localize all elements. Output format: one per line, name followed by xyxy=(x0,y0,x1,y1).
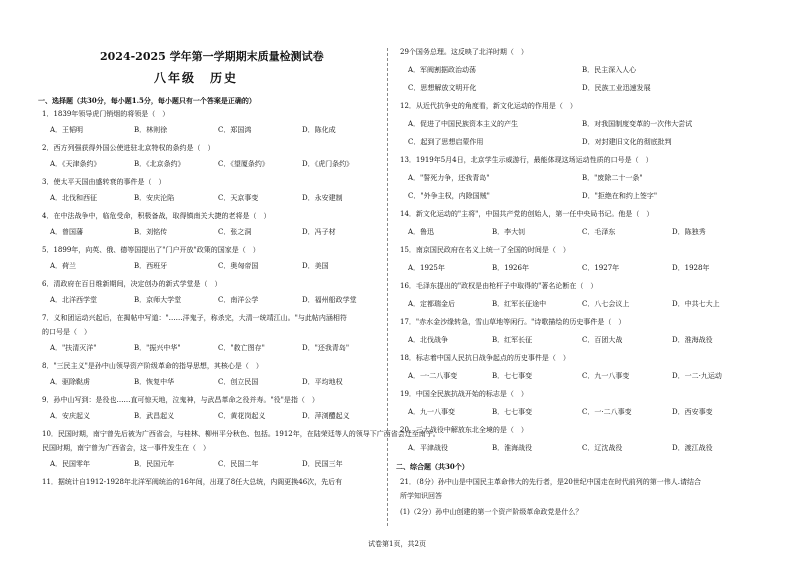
option: C．九一八事变 xyxy=(582,372,630,380)
option: C．"外争主权，内除国贼" xyxy=(408,192,490,200)
option: C．一·二八事变 xyxy=(582,408,632,416)
option: A．"扶清灭洋" xyxy=(50,344,97,352)
option: D．冯子材 xyxy=(302,228,336,236)
option: C．思想解放文明开化 xyxy=(408,84,477,92)
option: D．萍浏醴起义 xyxy=(302,412,350,420)
option: C．张之洞 xyxy=(218,228,252,236)
option: C．《望厦条约》 xyxy=(218,160,269,168)
page-footer: 试卷第1页，共2页 xyxy=(368,540,426,548)
question-13: 13．1919年5月4日，北京学生示威游行，最能体现这场运动性质的口号是（ ） xyxy=(400,156,653,164)
option: A．安庆起义 xyxy=(50,412,91,420)
option: C．奥匈帝国 xyxy=(218,262,259,270)
option: B．七七事变 xyxy=(492,372,533,380)
option: C．百团大战 xyxy=(582,336,623,344)
option: C．郑国鸿 xyxy=(218,126,252,134)
question-10: 10．民国时期，南宁曾先后被为广西省会，与桂林、柳州平分秋色、包括。1912年，在陆荣廷等人的领导下广西省会迁至南宁。 xyxy=(42,430,440,438)
option: B．"振兴中华" xyxy=(134,344,181,352)
option: D．民族工业迅速发展 xyxy=(582,84,651,92)
question-11: 11．据统计自1912-1928年北洋军阀统治的16年间，出现了8任大总统，内阁更换46次，先后有 xyxy=(42,478,343,486)
option: D．《虎门条约》 xyxy=(302,160,354,168)
option: D．"还我青岛" xyxy=(302,344,350,352)
option: A．北伐战争 xyxy=(408,336,449,344)
option: B．民主深入人心 xyxy=(582,66,637,74)
option: A．驱除鞑虏 xyxy=(50,378,91,386)
option: B．红军长征途中 xyxy=(492,300,547,308)
question-7-cont: 的口号是（ ） xyxy=(42,328,91,336)
question-10-cont: 民国时期，南宁曾为广西省会，这一事件发生在（ ） xyxy=(42,444,210,452)
option: D．平均地权 xyxy=(302,378,343,386)
option: D．永安建制 xyxy=(302,194,343,202)
option: D．对封建旧文化的彻底批判 xyxy=(582,138,672,146)
question-5: 5．1899年，向英、俄、德等国提出了"门户开放"政策的国家是（ ） xyxy=(42,246,260,254)
option: A．民国零年 xyxy=(50,460,91,468)
option: A．北洋西学堂 xyxy=(50,296,98,304)
option: B．恢复中华 xyxy=(134,378,175,386)
option: A．军阀割据政治动荡 xyxy=(408,66,477,74)
question-9: 9．孙中山写到：是役也……直可惊天地，泣鬼神，与武昌革命之役并寿。"役"是指（ ） xyxy=(42,396,319,404)
option: B．1926年 xyxy=(492,264,529,272)
option: D．1928年 xyxy=(672,264,710,272)
option: A．北伐和西征 xyxy=(50,194,98,202)
option: C．南洋公学 xyxy=(218,296,259,304)
option: B．安庆沦陷 xyxy=(134,194,175,202)
option: C．创立民国 xyxy=(218,378,259,386)
question-21-cont: 所学知识回答 xyxy=(400,492,442,500)
question-14: 14．新文化运动的"主将"，中国共产党的创始人，第一任中央局书记。他是（ ） xyxy=(400,210,654,218)
question-6: 6．清政府在百日维新期间，决定创办的新式学堂是（ ） xyxy=(42,280,222,288)
question-17: 17．"赤水金沙缘转急，雪山草地等闲行。"诗歌描绘的历史事件是（ ） xyxy=(400,318,626,326)
option: B．"废除二十一条" xyxy=(582,174,643,182)
option: C．1927年 xyxy=(582,264,620,272)
option: C．民国二年 xyxy=(218,460,259,468)
option: C．"救亡图存" xyxy=(218,344,265,352)
option: D．"拒绝在和约上签字" xyxy=(582,192,658,200)
option: A．荷兰 xyxy=(50,262,77,270)
option: A．鲁迅 xyxy=(408,228,435,236)
option: A．《天津条约》 xyxy=(50,160,101,168)
option: B．李大钊 xyxy=(492,228,526,236)
option: A．曾国藩 xyxy=(50,228,84,236)
option: A．一·二八事变 xyxy=(408,372,458,380)
option: D．中共七大上 xyxy=(672,300,720,308)
option: B．对我国制度变革的一次伟大尝试 xyxy=(582,120,693,128)
question-3: 3．使太平天国由盛转衰的事件是（ ） xyxy=(42,178,166,186)
column-divider xyxy=(387,48,388,526)
option: C．起到了思想启蒙作用 xyxy=(408,138,484,146)
option: C．八七会议上 xyxy=(582,300,630,308)
option: A．"誓死力争，还我青岛" xyxy=(408,174,490,182)
option: C．毛泽东 xyxy=(582,228,616,236)
exam-title: 2024-2025 学年第一学期期末质量检测试卷 xyxy=(100,50,324,63)
question-16: 16．毛泽东提出的"政权是由枪杆子中取得的"著名论断在（ ） xyxy=(400,282,598,290)
grade-subject: 八年级 历史 xyxy=(154,71,239,85)
question-21: 21．（8分）孙中山是中国民主革命伟大的先行者，是20世纪中国走在时代前列的第一伟人.请结合 xyxy=(400,478,701,486)
question-2: 2．西方列强获得外国公使进驻北京特权的条约是（ ） xyxy=(42,144,215,152)
question-18: 18．标志着中国人民抗日战争起点的历史事件是（ ） xyxy=(400,354,570,362)
option: D．陈化成 xyxy=(302,126,336,134)
question-8: 8．"三民主义"是孙中山领导资产阶级革命的指导思想，其核心是（ ） xyxy=(42,362,263,370)
option: B．民国元年 xyxy=(134,460,175,468)
option: D．民国三年 xyxy=(302,460,343,468)
question-21-part-1: (1)（2分）孙中山创建的第一个资产阶级革命政党是什么？ xyxy=(400,508,583,516)
section-comprehensive-heading: 二、综合题（共30个） xyxy=(396,462,469,471)
question-15: 15．南京国民政府在名义上统一了全国的时间是（ ） xyxy=(400,246,570,254)
option: A．1925年 xyxy=(408,264,445,272)
option: A．平津战役 xyxy=(408,444,449,452)
question-12: 12．从近代抗争史的角度看，新文化运动的作用是（ ） xyxy=(400,102,577,110)
option: A．九一八事变 xyxy=(408,408,456,416)
option: C．辽沈战役 xyxy=(582,444,623,452)
question-4: 4．在中法战争中，临危受命，积极备战，取得镇南关大捷的老将是（ ） xyxy=(42,212,271,220)
option: B．红军长征 xyxy=(492,336,533,344)
question-11-cont: 29个国务总理。这反映了北洋时期（ ） xyxy=(400,48,528,56)
option: B．林则徐 xyxy=(134,126,168,134)
section-choice-heading: 一、选择题（共30分，每小题1.5分，每小题只有一个答案是正确的） xyxy=(38,96,256,105)
option: D．渡江战役 xyxy=(672,444,713,452)
question-7: 7．义和团运动兴起后，在揭帖中写道："……洋鬼子，称杀完，大清一统靖江山。"与此帖内涵相符 xyxy=(42,314,347,322)
option: A．定都瑞金后 xyxy=(408,300,456,308)
question-19: 19．中国全民族抗战开始的标志是（ ） xyxy=(400,390,528,398)
option: A．促进了中国民族资本主义的产生 xyxy=(408,120,519,128)
option: C．天京事变 xyxy=(218,194,259,202)
question-20: 20．三大战役中解放东北全境的是（ ） xyxy=(400,426,528,434)
option: B．《北京条约》 xyxy=(134,160,185,168)
option: D．西安事变 xyxy=(672,408,713,416)
question-1: 1．1839年领导虎门销烟的将领是（ ） xyxy=(42,110,170,118)
option: A．王韬明 xyxy=(50,126,84,134)
option: D．陈独秀 xyxy=(672,228,706,236)
option: B．淮海战役 xyxy=(492,444,533,452)
option: B．七七事变 xyxy=(492,408,533,416)
option: D．福州船政学堂 xyxy=(302,296,357,304)
option: B．西班牙 xyxy=(134,262,168,270)
option: D．一二·九运动 xyxy=(672,372,722,380)
option: C．黄花岗起义 xyxy=(218,412,266,420)
option: B．武昌起义 xyxy=(134,412,175,420)
option: B．刘铭传 xyxy=(134,228,168,236)
option: B．京师大学堂 xyxy=(134,296,182,304)
option: D．美国 xyxy=(302,262,329,270)
option: D．淮海战役 xyxy=(672,336,713,344)
